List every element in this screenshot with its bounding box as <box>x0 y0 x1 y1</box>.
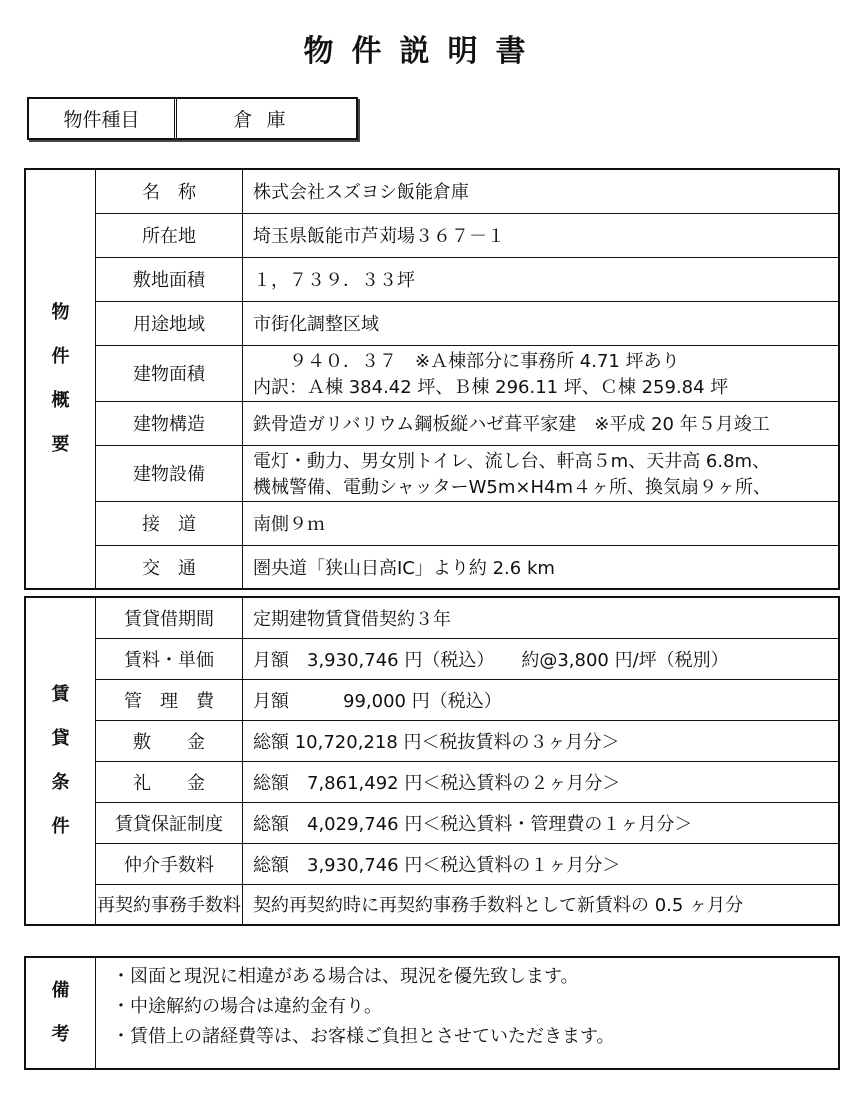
row-label: 礼 金 <box>96 761 243 802</box>
table-row <box>25 501 839 545</box>
row-value-line: 株式会社スズヨシ飯能倉庫 <box>253 182 469 204</box>
table-row <box>25 257 839 301</box>
remark-line: ・賃借上の諸経費等は、お客様ご負担とさせていただきます。 <box>112 1026 615 1047</box>
row-value <box>243 169 840 213</box>
table-row <box>25 545 839 589</box>
row-value-line: 南側９ｍ <box>253 514 325 535</box>
table-row <box>25 679 839 720</box>
table-row <box>25 761 839 802</box>
row-value: 契約再契約時に再契約事務手数料として新賃料の 0.5 ヶ月分 <box>243 884 840 925</box>
page-title: 物件説明書 <box>303 34 544 69</box>
row-value: 定期建物賃貸借契約３年 <box>243 597 840 638</box>
row-label: 仲介手数料 <box>96 843 243 884</box>
table-row <box>25 301 839 345</box>
row-label: 賃貸借期間 <box>96 597 243 638</box>
row-value <box>243 545 840 589</box>
row-value-line: 圏央道「狭山日高IC」より約 2.6 km <box>253 557 555 579</box>
row-label: 接 道 <box>96 501 243 545</box>
table-row <box>25 213 839 257</box>
table-row <box>25 843 839 884</box>
overview-side-heading-char: 概 <box>51 390 70 411</box>
row-value: 総額 3,930,746 円＜税込賃料の１ヶ月分＞ <box>243 843 840 884</box>
row-label: 名 称 <box>96 169 243 213</box>
row-label: 用途地域 <box>96 301 243 345</box>
row-label: 所在地 <box>96 213 243 257</box>
row-value-line: 機械警備、電動シャッターW5m×H4m４ヶ所、換気扇９ヶ所、 <box>253 477 772 498</box>
table-row <box>25 597 839 638</box>
row-value: 総額 10,720,218 円＜税抜賃料の３ヶ月分＞ <box>243 720 840 761</box>
overview-side-heading-char: 物 <box>51 302 70 323</box>
row-value-line: ９４０．３７ ※Ａ棟部分に事務所 4.71 坪あり <box>253 351 680 372</box>
row-value-line: 内訳：Ａ棟 384.42 坪、Ｂ棟 296.11 坪、Ｃ棟 259.84 坪 <box>253 377 729 398</box>
row-label: 敷 金 <box>96 720 243 761</box>
row-label: 管 理 費 <box>96 679 243 720</box>
table-row <box>25 401 839 445</box>
row-label: 建物構造 <box>96 401 243 445</box>
row-value: 総額 4,029,746 円＜税込賃料・管理費の１ヶ月分＞ <box>243 802 840 843</box>
property-category-box <box>27 97 358 140</box>
row-value-line: 市街化調整区域 <box>253 314 379 335</box>
conditions-side-heading <box>25 597 96 925</box>
conditions-side-heading-char: 貸 <box>51 728 70 749</box>
row-label: 建物面積 <box>96 345 243 401</box>
row-value-line: １，７３９．３３坪 <box>253 270 415 291</box>
rental-conditions-table <box>24 596 840 926</box>
row-value-line: 埼玉県飯能市芦苅場３６７－１ <box>253 226 505 247</box>
row-label: 敷地面積 <box>96 257 243 301</box>
row-value <box>243 301 840 345</box>
row-label: 建物設備 <box>96 445 243 501</box>
remarks-side-char: 考 <box>51 1024 70 1045</box>
remarks-table <box>24 956 840 1070</box>
conditions-side-heading-char: 条 <box>51 772 70 793</box>
table-row <box>25 720 839 761</box>
row-value: 総額 7,861,492 円＜税込賃料の２ヶ月分＞ <box>243 761 840 802</box>
row-value-line: 電灯・動力、男女別トイレ、流し台、軒高５m、天井高 6.8m、 <box>253 451 771 472</box>
remarks-notes <box>96 957 840 1069</box>
row-value: 月額 3,930,746 円（税込） 約@3,800 円/坪（税別） <box>243 638 840 679</box>
table-row <box>25 169 839 213</box>
table-row <box>25 345 839 401</box>
category-value: 倉庫 <box>233 109 300 131</box>
conditions-side-heading-char: 賃 <box>51 684 70 705</box>
row-value <box>243 501 840 545</box>
row-label: 賃料・単価 <box>96 638 243 679</box>
overview-side-heading <box>25 169 96 589</box>
remark-line: ・中途解約の場合は違約金有り。 <box>112 996 382 1017</box>
table-row <box>25 884 839 925</box>
table-row <box>25 802 839 843</box>
row-value <box>243 345 840 401</box>
property-overview-table <box>24 168 840 590</box>
row-value <box>243 401 840 445</box>
row-value <box>243 445 840 501</box>
overview-side-heading-char: 要 <box>51 434 70 455</box>
row-value <box>243 213 840 257</box>
conditions-side-heading-char: 件 <box>51 816 70 837</box>
row-label: 再契約事務手数料 <box>96 884 243 925</box>
row-label: 賃貸保証制度 <box>96 802 243 843</box>
row-value <box>243 257 840 301</box>
remarks-side-heading <box>25 957 96 1069</box>
overview-side-heading-char: 件 <box>51 346 70 367</box>
row-value: 月額 99,000 円（税込） <box>243 679 840 720</box>
table-row <box>25 445 839 501</box>
remark-line: ・図面と現況に相違がある場合は、現況を優先致します。 <box>112 966 579 987</box>
row-label: 交 通 <box>96 545 243 589</box>
remarks-side-char: 備 <box>51 980 70 1001</box>
category-label: 物件種目 <box>29 99 177 138</box>
table-row <box>25 638 839 679</box>
row-value-line: 鉄骨造ガリバリウム鋼板縦ハゼ葺平家建 ※平成 20 年５月竣工 <box>253 414 770 435</box>
